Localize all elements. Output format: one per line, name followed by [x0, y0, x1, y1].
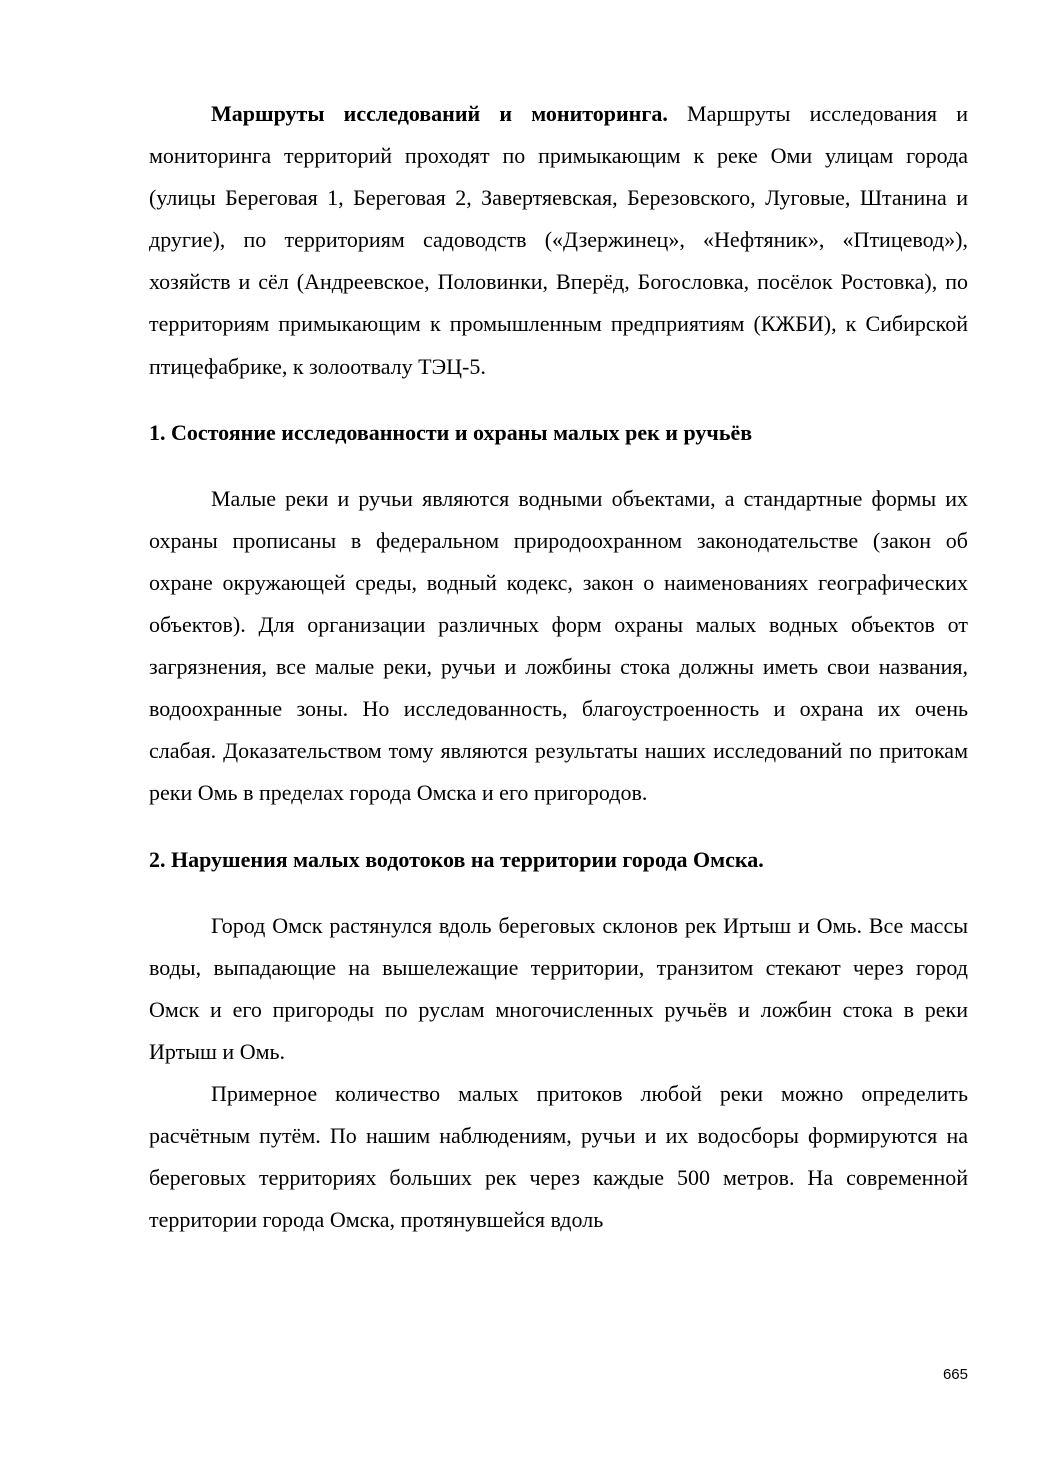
page-number: 665: [942, 1366, 968, 1383]
routes-lead: Маршруты исследований и мониторинга.: [211, 101, 668, 126]
routes-paragraph: [149, 93, 968, 388]
section-2-paragraph-2: Примерное количество малых притоков любой реки можно определить расчётным путём. По нашим наблюдениям, ручьи и их водосборы формируются на береговых территориях больших рек через каждые 500 метров. На современной территории города Омска, протянувшейся вдоль: [149, 1080, 968, 1233]
routes-text: Маршруты исследования и мониторинга территорий проходят по примыкающим к реке Оми улицам города (улицы Береговая 1, Береговая 2, Завертяевская, Березовского, Луговые, Штанина и другие), по территориям садоводств («Дзержинец», «Нефтяник», «Птицевод»), хозяйств и сёл (Андреевское, Половинки, Вперёд, Богословка, посёлок Ростовка), по территориям примыкающим к промышленным предприятиям (КЖБИ), к Сибирской птицефабрике, к золоотвалу ТЭЦ-5.: [149, 101, 968, 379]
document-page: [149, 93, 968, 1241]
section-2-paragraph-1: Город Омск растянулся вдоль береговых склонов рек Иртыш и Омь. Все массы воды, выпадающие на вышележащие территории, транзитом стекают через город Омск и его пригороды по руслам многочисленных ручьёв и ложбин стока в реки Иртыш и Омь.: [149, 912, 968, 1064]
section-2-heading: 2. Нарушения малых водотоков на территории города Омска.: [149, 846, 764, 872]
section-1-heading: 1. Состояние исследованности и охраны малых рек и ручьёв: [149, 419, 753, 445]
section-1-paragraph: Малые реки и ручьи являются водными объектами, а стандартные формы их охраны прописаны в федеральном природоохранном законодательстве (закон об охране окружающей среды, водный кодекс, закон о наименованиях географических объектов). Для организации различных форм охраны малых водных объектов от загрязнения, все малые реки, ручьи и ложбины стока должны иметь свои названия, водоохранные зоны. Но исследованность, благоустроенность и охрана их очень слабая. Доказательством тому являются результаты наших исследований по притокам реки Омь в пределах города Омска и его пригородов.: [149, 485, 968, 806]
